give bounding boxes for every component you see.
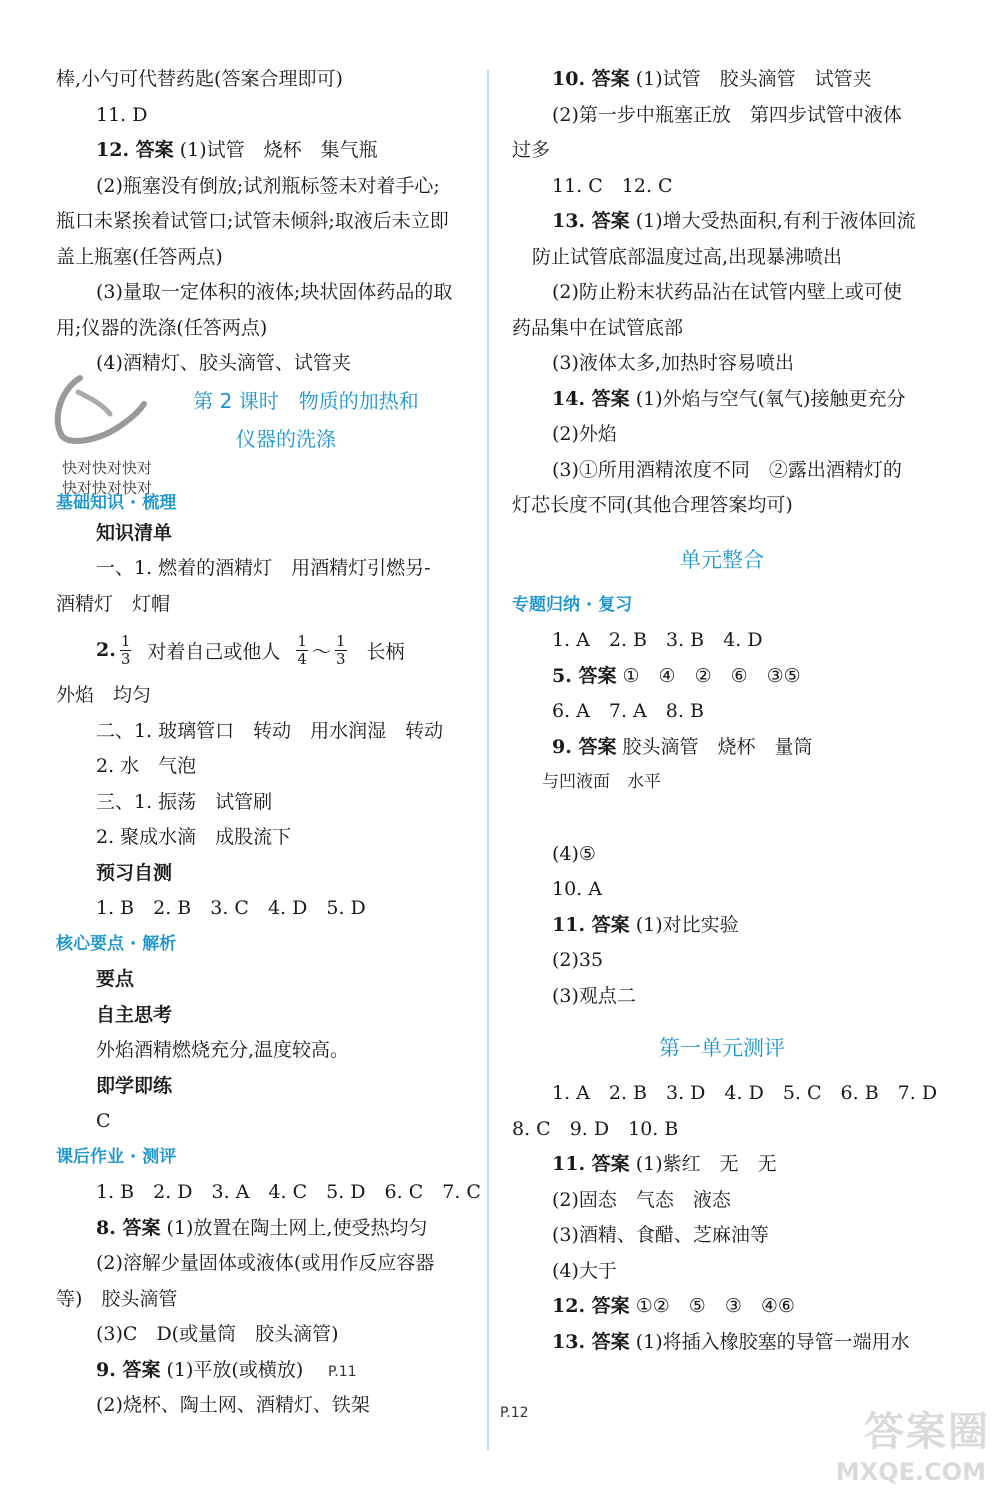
answer-line: 8. C 9. D 10. B — [512, 1117, 679, 1140]
answer-line: (2)外焰 — [552, 423, 617, 445]
answer-line: 10. A — [552, 878, 602, 900]
answer-line — [56, 1353, 496, 1389]
fraction-numerator: 1 — [335, 631, 346, 650]
answer-line: 6. A 7. A 8. B — [552, 700, 704, 722]
answer-text: (1)对比实验 — [635, 913, 739, 936]
unit-heading: 单元整合 — [680, 547, 764, 572]
section-heading: 核心要点 · 解析 — [56, 933, 177, 954]
answer-text: 对着自己或他人 — [147, 640, 281, 663]
answer-line: 药品集中在试管底部 — [512, 316, 684, 339]
answer-line: 棒,小勺可代替药匙(答案合理即可) — [56, 68, 343, 90]
handwritten-note: 快对快对快对 — [62, 478, 153, 497]
answer-line: 一、1. 燃着的酒精灯 用酒精灯引燃另- — [96, 557, 431, 579]
subheading: 自主思考 — [96, 1003, 173, 1026]
subheading: 即学即练 — [96, 1074, 173, 1097]
range-symbol: ～ — [311, 640, 331, 663]
section-heading: 课后作业 · 测评 — [56, 1146, 177, 1167]
answer-line: (2)35 — [552, 949, 604, 971]
answer-text: ① ④ ② ⑥ ③⑤ — [622, 664, 801, 687]
fraction-denominator: 3 — [335, 649, 346, 668]
answer-line: (3)量取一定体积的液体;块状固体药品的取 — [96, 281, 453, 303]
answer-line: (2)烧杯、陶土网、酒精灯、铁架 — [96, 1394, 370, 1416]
answer-line: (3)液体太多,加热时容易喷出 — [552, 352, 794, 374]
answer-line — [512, 382, 932, 418]
answer-line: 灯芯长度不同(其他合理答案均可) — [512, 494, 793, 516]
answer-line — [512, 1325, 932, 1361]
subheading: 知识清单 — [96, 521, 173, 544]
answer-line: (3)观点二 — [552, 984, 636, 1007]
subheading: 预习自测 — [96, 861, 173, 884]
fraction-denominator: 3 — [120, 649, 131, 668]
answer-line: 防止试管底部温度过高,出现暴沸喷出 — [532, 245, 843, 268]
answer-label: 13. 答案 — [552, 210, 630, 232]
answer-line: (2)瓶塞没有倒放;试剂瓶标签未对着手心; — [96, 174, 440, 197]
watermark-logo — [790, 1400, 990, 1486]
smudged-line: 与凹液面 水平 — [542, 772, 661, 792]
answer-label: 10. 答案 — [552, 68, 630, 90]
fraction — [335, 633, 347, 668]
answer-label: 11. 答案 — [552, 1153, 630, 1175]
answer-line: 1. A 2. B 3. B 4. D — [552, 629, 763, 651]
answer-label: 11. 答案 — [552, 913, 630, 936]
answer-line: 1. B 2. D 3. A 4. C 5. D 6. C 7. C — [96, 1181, 481, 1203]
answer-line: (2)固态 气态 液态 — [552, 1188, 731, 1211]
answer-label: 14. 答案 — [552, 387, 630, 410]
answer-text: ①② ⑤ ③ ④⑥ — [635, 1295, 795, 1317]
answer-line: 酒精灯 灯帽 — [56, 592, 171, 615]
page-mark: P.12 — [500, 1405, 529, 1421]
answer-line: C — [96, 1110, 111, 1132]
answer-line — [56, 1211, 496, 1247]
watermark-text: 答案圈 — [864, 1409, 990, 1455]
answer-text: (1)紫红 无 无 — [635, 1153, 777, 1175]
subheading: 要点 — [96, 968, 135, 990]
section-heading: 基础知识 · 梳理 — [56, 492, 177, 513]
lesson-title: 仪器的洗涤 — [236, 426, 336, 451]
section-heading: 专题归纳 · 复习 — [512, 594, 633, 615]
fraction — [296, 633, 308, 668]
unit-heading: 第一单元测评 — [659, 1036, 785, 1060]
fraction-line — [56, 622, 496, 678]
answer-label: 9. 答案 — [96, 1358, 161, 1381]
answer-text: (1)试管 烧杯 集气瓶 — [179, 139, 378, 161]
answer-line — [512, 1289, 932, 1325]
answer-line: 11. C 12. C — [552, 174, 673, 197]
answer-line: 外焰 均匀 — [56, 684, 152, 706]
fraction — [120, 633, 132, 668]
answer-line: (2)溶解少量固体或液体(或用作反应容器 — [96, 1252, 435, 1274]
answer-text: 胶头滴管 烧杯 量筒 — [622, 735, 813, 758]
answer-line: 盖上瓶塞(任答两点) — [56, 245, 223, 268]
answer-label: 9. 答案 — [552, 735, 617, 758]
answer-line: (3)C D(或量筒 胶头滴管) — [96, 1323, 339, 1345]
answer-line: 用;仪器的洗涤(任答两点) — [56, 316, 268, 339]
fraction-numerator: 1 — [297, 631, 307, 650]
answer-text: (1)放置在陶土网上,使受热均匀 — [166, 1216, 428, 1239]
answer-line: (4)大于 — [552, 1259, 617, 1282]
right-column — [512, 62, 938, 1360]
answer-text: (1)增大受热面积,有利于液体回流 — [635, 210, 916, 232]
answer-line — [56, 133, 496, 169]
fraction-numerator: 1 — [120, 631, 131, 650]
answer-line: (3)酒精、食醋、芝麻油等 — [552, 1224, 769, 1246]
answer-line — [512, 908, 932, 944]
answer-line: 等) 胶头滴管 — [56, 1287, 178, 1310]
answer-line: (4)酒精灯、胶头滴管、试管夹 — [96, 352, 351, 374]
answer-line — [512, 62, 932, 98]
watermark-url: MXQE.COM — [835, 1458, 986, 1486]
answer-label: 12. 答案 — [96, 139, 174, 161]
answer-line: (2)第一步中瓶塞正放 第四步试管中液体 — [552, 103, 902, 126]
answer-label: 13. 答案 — [552, 1330, 630, 1353]
answer-line — [512, 659, 932, 695]
answer-line: 1. B 2. B 3. C 4. D 5. D — [96, 897, 366, 919]
item-number: 2. — [96, 639, 116, 661]
answer-text: (1)平放(或横放) — [166, 1358, 304, 1381]
left-column — [56, 62, 496, 1424]
handwritten-note: 快对快对快对 — [62, 458, 153, 477]
page-mark: P.11 — [328, 1364, 357, 1380]
answer-line: 1. A 2. B 3. D 4. D 5. C 6. B 7. D — [552, 1082, 938, 1104]
answer-line: 2. 聚成水滴 成股流下 — [96, 826, 292, 848]
answer-text: (1)外焰与空气(氧气)接触更充分 — [635, 387, 906, 410]
answer-label: 5. 答案 — [552, 664, 617, 687]
answer-line — [512, 204, 932, 240]
answer-label: 12. 答案 — [552, 1295, 630, 1317]
answer-line: 2. 水 气泡 — [96, 755, 197, 777]
fraction-denominator: 4 — [297, 649, 307, 668]
answer-line: 三、1. 振荡 试管刷 — [96, 790, 273, 813]
answer-text: (1)将插入橡胶塞的导管一端用水 — [635, 1330, 910, 1353]
answer-line: 二、1. 玻璃管口 转动 用水润湿 转动 — [96, 719, 444, 742]
answer-line: 瓶口未紧挨着试管口;试管未倾斜;取液后未立即 — [56, 210, 449, 232]
answer-label: 8. 答案 — [96, 1216, 161, 1239]
answer-line: 11. D — [96, 103, 148, 126]
answer-line: (4)⑤ — [552, 842, 596, 865]
lesson-title: 第 2 课时 物质的加热和 — [193, 388, 419, 413]
answer-text: 长柄 — [366, 640, 405, 663]
answer-line — [512, 730, 932, 766]
answer-line: (2)防止粉末状药品沾在试管内壁上或可使 — [552, 281, 902, 303]
answer-line: 外焰酒精燃烧充分,温度较高。 — [96, 1039, 350, 1061]
answer-text: (1)试管 胶头滴管 试管夹 — [635, 68, 872, 90]
answer-line — [512, 1147, 932, 1183]
answer-line: (3)①所用酒精浓度不同 ②露出酒精灯的 — [552, 458, 902, 481]
blank-line — [512, 801, 932, 837]
answer-line: 过多 — [512, 139, 551, 161]
